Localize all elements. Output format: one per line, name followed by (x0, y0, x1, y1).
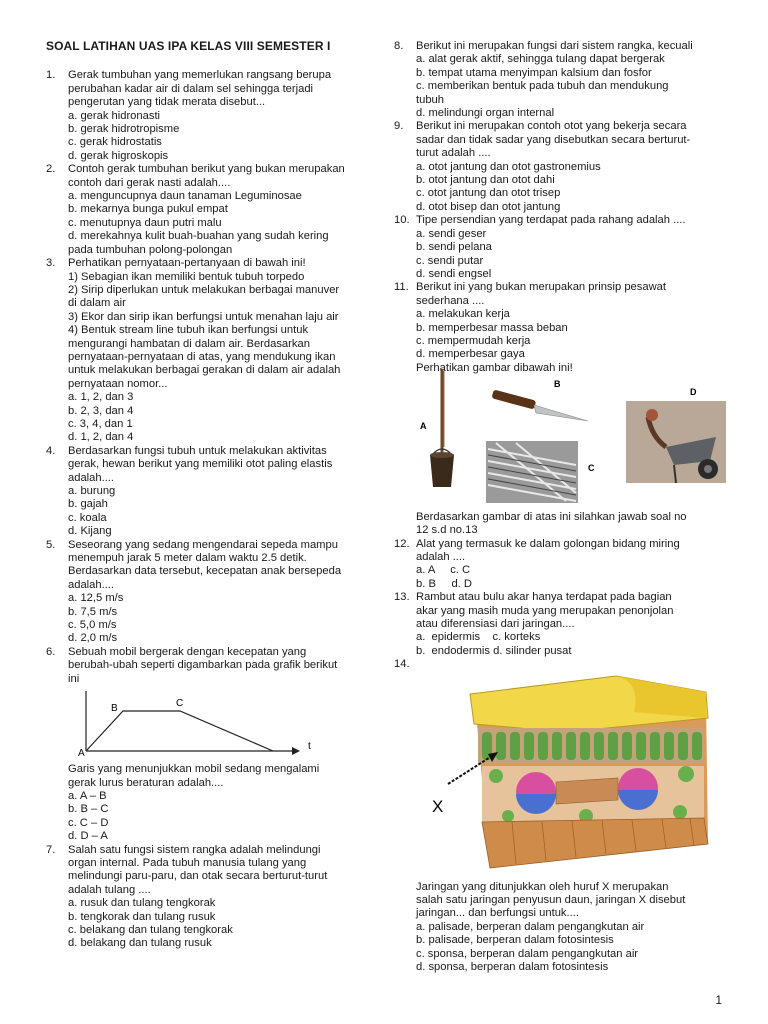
graph-line (86, 711, 273, 751)
cut-off-instruction: Perhatikan gambar dibawah ini! (416, 361, 573, 374)
question-text: Berdasarkan fungsi tubuh untuk melakukan aktivitas (68, 444, 327, 457)
answer-option: a. A c. C (416, 564, 471, 577)
question-text: salah satu jaringan penyusun daun, jaringan X disebut (416, 894, 686, 907)
question-text: gerak, hewan berikut yang memiliki otot paling elastis (68, 458, 333, 471)
question-10 (394, 214, 730, 281)
question-9 (394, 120, 730, 214)
question-text: Alat yang termasuk ke dalam golongan bidang miring (416, 537, 680, 550)
answer-option: b. otot jantung dan otot dahi (416, 174, 555, 187)
label-b: B (554, 378, 561, 389)
left-column (46, 40, 372, 951)
question-13 (394, 591, 730, 658)
answer-option: d. otot bisep dan otot jantung (416, 200, 561, 213)
answer-option: a. 1, 2, dan 3 (68, 391, 134, 404)
answer-option: c. memberikan bentuk pada tubuh dan mendukung (416, 80, 669, 93)
answer-option: c. belakang dan tulang tengkorak (68, 923, 233, 936)
answer-option: a. palisade, berperan dalam pengangkutan air (416, 920, 645, 933)
question-2 (46, 163, 372, 257)
answer-option: b. mekarnya bunga pukul empat (68, 203, 228, 216)
answer-option: d. 1, 2, dan 4 (68, 431, 134, 444)
question-text: untuk melakukan berbagai gerakan di dalam air adalah (68, 364, 341, 377)
question-6 (46, 646, 372, 686)
answer-option: b. gerak hidrotropisme (68, 123, 180, 136)
question-text: pernyataan nomor... (68, 377, 168, 390)
leaf-cross-section-figure (416, 672, 722, 877)
answer-option: a. menguncupnya daun tanaman Leguminosae (68, 190, 302, 203)
answer-option: b. 7,5 m/s (68, 605, 118, 618)
question-6-cont (46, 763, 372, 843)
question-number: 11. (394, 281, 409, 294)
instruction-text: 12 s.d no.13 (416, 524, 478, 537)
question-text: Jaringan yang ditunjukkan oleh huruf X merupakan (416, 880, 669, 893)
answer-option: b. palisade, berperan dalam fotosintesis (416, 934, 614, 947)
right-column (394, 40, 730, 974)
question-number: 2. (46, 163, 56, 176)
question-text: Berdasarkan data tersebut, kecepatan anak bersepeda (68, 565, 342, 578)
point-a-label: A (78, 748, 85, 760)
answer-option: b. B d. D (416, 577, 472, 590)
answer-option: a. otot jantung dan otot gastronemius (416, 160, 601, 173)
question-text: 4) Bentuk stream line tubuh ikan berfungsi untuk (68, 324, 309, 337)
wheelbarrow-drawing (626, 387, 726, 483)
question-1 (46, 69, 372, 163)
answer-option: d. 2,0 m/s (68, 632, 118, 645)
question-3 (46, 257, 372, 445)
answer-option: pada tumbuhan polong-polongan (68, 243, 233, 256)
question-12 (394, 538, 730, 592)
question-text: Garis yang menunjukkan mobil sedang mengalami (68, 763, 320, 776)
question-14 (394, 658, 730, 671)
question-number: 14. (394, 658, 410, 671)
answer-option: c. sendi putar (416, 254, 484, 267)
question-text: 3) Ekor dan sirip ikan berfungsi untuk menahan laju air (68, 310, 339, 323)
question-text: adalah.... (68, 471, 115, 484)
velocity-time-graph (68, 689, 318, 759)
question-text: atau diferensiasi dari jaringan.... (416, 618, 575, 630)
question-text: jaringan... dan berfungsi untuk.... (416, 907, 579, 920)
page-number: 1 (715, 993, 722, 1007)
answer-option: c. C – D (68, 816, 109, 829)
answer-option: b. 2, 3, dan 4 (68, 404, 134, 417)
question-5 (46, 539, 372, 646)
question-14-cont (394, 881, 730, 975)
question-number: 4. (46, 444, 56, 457)
question-text: adalah .... (416, 550, 466, 563)
answer-option: d. belakang dan tulang rusuk (68, 937, 212, 950)
point-b-label: B (111, 703, 118, 715)
palisade-layer (478, 728, 704, 764)
pulley-bucket-drawing (420, 369, 454, 487)
x-axis-arrow (292, 747, 300, 755)
question-text: Berikut ini merupakan contoh otot yang bekerja secara (416, 120, 687, 133)
question-number: 3. (46, 257, 56, 270)
answer-option: b. sendi pelana (416, 241, 492, 254)
answer-option: a. rusuk dan tulang tengkorak (68, 897, 216, 910)
label-d: D (690, 386, 697, 397)
question-text: contoh dari gerak nasti adalah.... (68, 176, 231, 189)
answer-option: d. melindungi organ internal (416, 107, 555, 120)
question-text: adalah.... (68, 578, 115, 591)
label-x: X (432, 796, 444, 816)
question-text: melindungi paru-paru, dan otak secara berturut-turut (68, 870, 328, 883)
answer-option: c. sponsa, berperan dalam pengangkutan air (416, 947, 639, 960)
answer-option: a. burung (68, 485, 116, 497)
answer-option: d. merekahnya kulit buah-buahan yang sudah kering (68, 230, 329, 243)
answer-option: a. melakukan kerja (416, 308, 510, 321)
question-number: 1. (46, 69, 56, 82)
question-4 (46, 445, 372, 539)
question-8 (394, 40, 730, 120)
leaf-cross-section-image (416, 672, 722, 877)
question-text: berubah-ubah seperti digambarkan pada grafik berikut (68, 659, 338, 672)
question-text: Seseorang yang sedang mengendarai sepeda mampu (68, 538, 338, 551)
question-text: Perhatikan pernyataan-pertanyaan di bawah ini! (68, 257, 306, 270)
question-text: di dalam air (68, 297, 126, 310)
question-number: 12. (394, 537, 410, 550)
answer-option: c. 5,0 m/s (68, 619, 117, 632)
answer-option: d. memperbesar gaya (416, 348, 525, 361)
label-c: C (588, 462, 595, 473)
question-text: mengurangi hambatan di dalam air. Berdasarkan (68, 337, 310, 350)
answer-option: c. mempermudah kerja (416, 334, 531, 347)
answer-option: b. endodermis d. silinder pusat (416, 644, 572, 657)
question-text: 2) Sirip diperlukan untuk melakukan berbagai manuver (68, 283, 340, 296)
knife-drawing (491, 379, 588, 421)
question-text: sadar dan tidak sadar yang disebutkan secara berturut- (416, 133, 691, 146)
point-c-label: C (176, 698, 184, 710)
question-text: 1) Sebagian ikan memiliki bentuk tubuh torpedo (68, 270, 305, 283)
answer-option: b. memperbesar massa beban (416, 321, 568, 334)
answer-option: a. A – B (68, 789, 107, 802)
question-number: 9. (394, 120, 404, 133)
answer-option: a. epidermis c. korteks (416, 631, 541, 644)
question-text: menempuh jarak 5 meter dalam waktu 2.5 detik. (68, 552, 307, 565)
question-text: pernyataan-pernyataan di atas, yang mendukung ikan (68, 350, 336, 363)
answer-option: c. 3, 4, dan 1 (68, 417, 133, 430)
question-text: Rambut atau bulu akar hanya terdapat pada bagian (416, 591, 672, 604)
answer-option: d. sponsa, berperan dalam fotosintesis (416, 961, 609, 974)
answer-option: c. otot jantung dan otot trisep (416, 187, 561, 200)
axis-t-label: t (308, 741, 311, 753)
question-number: 13. (394, 591, 410, 604)
page-title: SOAL LATIHAN UAS IPA KELAS VIII SEMESTER I (46, 39, 331, 53)
question-7 (46, 844, 372, 951)
answer-option: d. D – A (68, 830, 108, 843)
question-text: turut adalah .... (416, 147, 491, 160)
simple-machines-figure (416, 367, 726, 507)
question-number: 5. (46, 538, 56, 551)
question-text: akar yang masih muda yang merupakan penonjolan (416, 604, 674, 617)
answer-option: tubuh (416, 93, 444, 106)
answer-option: a. 12,5 m/s (68, 592, 124, 605)
instruction-text: Berdasarkan gambar di atas ini silahkan jawab soal no (416, 510, 687, 523)
question-text: organ internal. Pada tubuh manusia tulang yang (68, 856, 307, 869)
question-number: 10. (394, 214, 410, 227)
question-text: adalah tulang .... (68, 883, 151, 896)
question-11-cont (394, 511, 730, 538)
answer-option: b. gajah (68, 498, 108, 511)
question-number: 8. (394, 40, 404, 52)
answer-option: a. sendi geser (416, 227, 487, 240)
question-text: Contoh gerak tumbuhan berikut yang bukan merupakan (68, 163, 345, 176)
answer-option: b. B – C (68, 803, 109, 816)
question-11 (394, 281, 730, 374)
answer-option: a. gerak hidronasti (68, 109, 161, 122)
answer-option: c. koala (68, 511, 107, 524)
question-text: pengerutan yang tidak merata disebut... (68, 96, 266, 109)
answer-option: d. Kijang (68, 525, 112, 538)
question-text: Gerak tumbuhan yang memerlukan rangsang berupa (68, 69, 332, 82)
question-text: Berikut ini merupakan fungsi dari sistem rangka, kecuali (416, 40, 693, 52)
label-a: A (420, 420, 427, 431)
simple-machines-image (416, 367, 726, 507)
question-number: 6. (46, 645, 56, 658)
question-text: ini (68, 672, 80, 685)
spongy-layer (482, 766, 704, 823)
question-text: gerak lurus beraturan adalah.... (68, 776, 224, 789)
question-text: sederhana .... (416, 294, 485, 307)
answer-option: a. alat gerak aktif, sehingga tulang dapat bergerak (416, 53, 665, 66)
question-text: Salah satu fungsi sistem rangka adalah melindungi (68, 843, 321, 856)
question-text: Sebuah mobil bergerak dengan kecepatan yang (68, 645, 307, 658)
screws-drawing (486, 441, 595, 503)
answer-option: b. tengkorak dan tulang rusuk (68, 910, 216, 923)
question-text: perubahan kadar air di dalam sel sehingga terjadi (68, 82, 314, 95)
question-text: Berikut ini yang bukan merupakan prinsip pesawat (416, 281, 666, 294)
question-text: Tipe persendian yang terdapat pada rahang adalah .... (416, 214, 686, 227)
question-number: 7. (46, 843, 56, 856)
answer-option: d. sendi engsel (416, 267, 492, 280)
answer-option: c. gerak hidrostatis (68, 136, 162, 149)
answer-option: d. gerak higroskopis (68, 149, 169, 162)
answer-option: c. menutupnya daun putri malu (68, 216, 222, 229)
answer-option: b. tempat utama menyimpan kalsium dan fosfor (416, 66, 652, 79)
